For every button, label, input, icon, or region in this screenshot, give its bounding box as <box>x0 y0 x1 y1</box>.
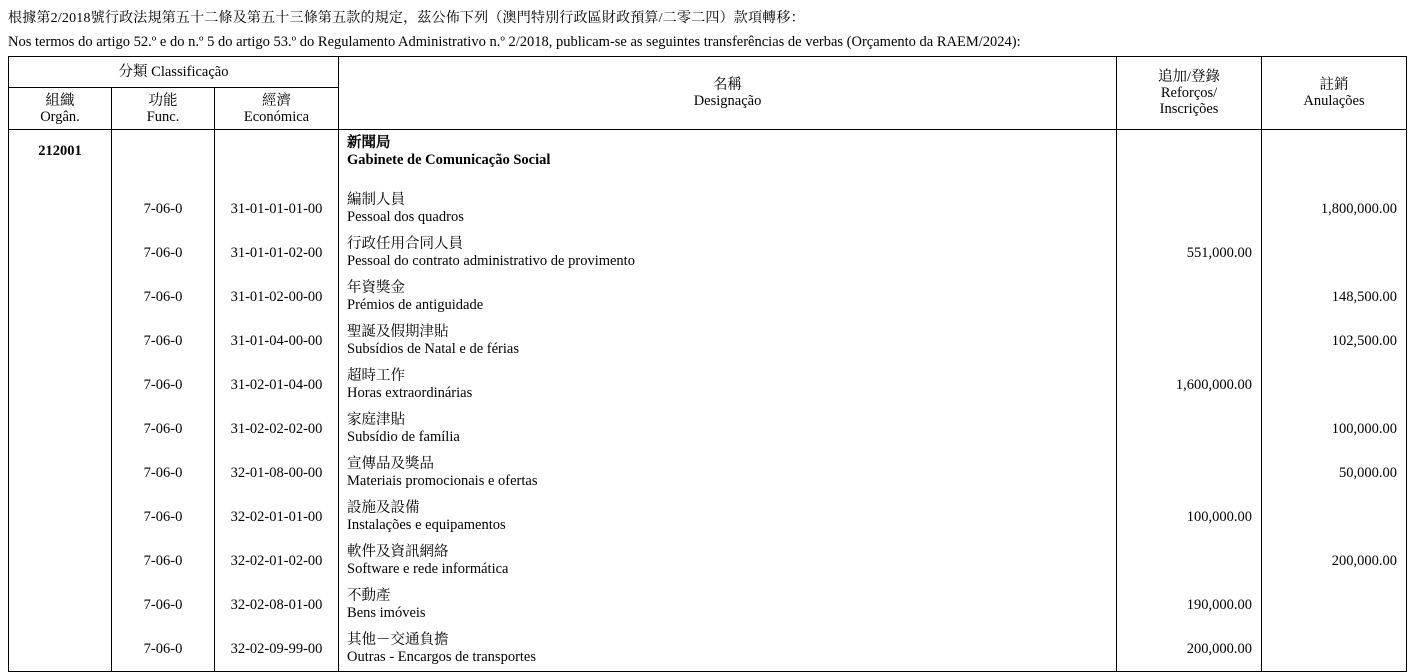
reforco-amount <box>1117 539 1262 583</box>
econ-code: 32-01-08-00-00 <box>215 451 339 495</box>
table-row <box>9 319 1407 363</box>
table-row <box>9 363 1407 407</box>
empty-cell <box>9 407 112 451</box>
reforco-amount: 100,000.00 <box>1117 495 1262 539</box>
func-code: 7-06-0 <box>112 275 215 319</box>
anulacao-amount: 100,000.00 <box>1262 407 1407 451</box>
reforco-amount <box>1117 275 1262 319</box>
designation-zh: 軟件及資訊網絡 <box>347 544 449 560</box>
func-code: 7-06-0 <box>112 363 215 407</box>
intro-text-portuguese: Nos termos do artigo 52.º e do n.º 5 do artigo 53.º do Regulamento Administrativo n.º 2/2018, publicam-se as seguintes transferências de verbas (Orçamento da RAEM/2024): <box>8 34 1021 50</box>
entity-name-pt: Gabinete de Comunicação Social <box>347 152 551 168</box>
designation-zh: 編制人員 <box>347 192 406 208</box>
empty-cell <box>1117 130 1262 188</box>
table-row <box>9 627 1407 672</box>
designation-pt: Horas extraordinárias <box>347 385 473 401</box>
designation-pt: Bens imóveis <box>347 605 426 621</box>
designation-zh: 聖誕及假期津貼 <box>347 324 449 340</box>
designation <box>339 583 1117 627</box>
empty-cell <box>112 130 215 188</box>
func-code: 7-06-0 <box>112 231 215 275</box>
anulacao-amount <box>1262 495 1407 539</box>
designation <box>339 539 1117 583</box>
designation-zh: 家庭津貼 <box>347 412 406 428</box>
empty-cell <box>1262 130 1407 188</box>
anulacao-amount <box>1262 583 1407 627</box>
reforco-amount <box>1117 407 1262 451</box>
reforco-amount <box>1117 319 1262 363</box>
empty-cell <box>215 130 339 188</box>
table-row <box>9 539 1407 583</box>
econ-code: 32-02-08-01-00 <box>215 583 339 627</box>
econ-code: 31-02-01-04-00 <box>215 363 339 407</box>
entity-name-zh: 新聞局 <box>347 135 391 151</box>
designation-zh: 超時工作 <box>347 368 406 384</box>
func-code: 7-06-0 <box>112 187 215 231</box>
reforco-amount: 551,000.00 <box>1117 231 1262 275</box>
intro-text-chinese: 根據第2/2018號行政法規第五十二條及第五十三條第五款的規定，茲公佈下列（澳門特別行政區財政預算/二零二四）款項轉移： <box>8 11 805 26</box>
designation-pt: Instalações e equipamentos <box>347 517 506 533</box>
header-reforcos <box>1117 57 1262 130</box>
table-row <box>9 275 1407 319</box>
designation <box>339 275 1117 319</box>
header-anulacoes-zh: 註銷 <box>1319 77 1349 93</box>
header-economica <box>215 88 339 130</box>
designation <box>339 187 1117 231</box>
empty-cell <box>9 319 112 363</box>
anulacao-amount <box>1262 363 1407 407</box>
empty-cell <box>9 583 112 627</box>
table-row <box>9 451 1407 495</box>
func-code: 7-06-0 <box>112 583 215 627</box>
econ-code: 31-01-01-01-00 <box>215 187 339 231</box>
table-row <box>9 495 1407 539</box>
econ-code: 32-02-01-01-00 <box>215 495 339 539</box>
econ-code: 31-01-04-00-00 <box>215 319 339 363</box>
designation <box>339 627 1117 672</box>
designation <box>339 363 1117 407</box>
designation-zh: 年資獎金 <box>347 280 406 296</box>
entity-row <box>9 130 1407 188</box>
designation-zh: 不動產 <box>347 588 391 604</box>
designation-zh: 宣傳品及獎品 <box>347 456 435 472</box>
func-code: 7-06-0 <box>112 407 215 451</box>
empty-cell <box>9 495 112 539</box>
empty-cell <box>9 187 112 231</box>
empty-cell <box>9 539 112 583</box>
designation-pt: Outras - Encargos de transportes <box>347 649 537 665</box>
reforco-amount <box>1117 187 1262 231</box>
anulacao-amount: 148,500.00 <box>1262 275 1407 319</box>
empty-cell <box>9 451 112 495</box>
reforco-amount: 1,600,000.00 <box>1117 363 1262 407</box>
header-economica-zh: 經濟 <box>262 92 292 109</box>
empty-cell <box>9 627 112 672</box>
anulacao-amount <box>1262 627 1407 672</box>
anulacao-amount: 50,000.00 <box>1262 451 1407 495</box>
reforco-amount: 190,000.00 <box>1117 583 1262 627</box>
header-organica-zh: 組織 <box>45 92 75 109</box>
header-funcional-pt: Func. <box>146 108 180 125</box>
econ-code: 31-01-02-00-00 <box>215 275 339 319</box>
header-reforcos-zh: 追加/登錄 <box>1158 69 1221 85</box>
designation <box>339 451 1117 495</box>
header-anulacoes <box>1262 57 1407 130</box>
header-economica-pt: Económica <box>243 108 310 125</box>
econ-code: 31-02-02-02-00 <box>215 407 339 451</box>
empty-cell <box>9 231 112 275</box>
header-funcional-zh: 功能 <box>148 92 178 109</box>
designation <box>339 231 1117 275</box>
header-reforcos-pt1: Reforços/ <box>1160 85 1218 101</box>
func-code: 7-06-0 <box>112 539 215 583</box>
func-code: 7-06-0 <box>112 319 215 363</box>
designation-pt: Subsídio de família <box>347 429 460 445</box>
func-code: 7-06-0 <box>112 495 215 539</box>
func-code: 7-06-0 <box>112 627 215 672</box>
header-designacao-pt: Designação <box>693 93 762 109</box>
table-row <box>9 187 1407 231</box>
header-classificacao: 分類 Classificação <box>9 57 339 88</box>
header-anulacoes-pt: Anulações <box>1303 93 1365 109</box>
empty-cell <box>9 363 112 407</box>
table-row <box>9 231 1407 275</box>
reforco-amount: 200,000.00 <box>1117 627 1262 672</box>
header-reforcos-pt2: Inscrições <box>1159 101 1219 117</box>
econ-code: 32-02-01-02-00 <box>215 539 339 583</box>
header-designacao <box>339 57 1117 130</box>
designation <box>339 319 1117 363</box>
designation-zh: 其他－交通負擔 <box>347 632 449 648</box>
designation-pt: Prémios de antiguidade <box>347 297 484 313</box>
designation-pt: Pessoal do contrato administrativo de provimento <box>347 253 635 269</box>
designation-pt: Pessoal dos quadros <box>347 209 464 225</box>
anulacao-amount: 1,800,000.00 <box>1262 187 1407 231</box>
reforco-amount <box>1117 451 1262 495</box>
designation-zh: 行政任用合同人員 <box>347 236 464 252</box>
anulacao-amount: 102,500.00 <box>1262 319 1407 363</box>
func-code: 7-06-0 <box>112 451 215 495</box>
header-designacao-zh: 名稱 <box>713 77 743 93</box>
designation <box>339 407 1117 451</box>
designation-zh: 設施及設備 <box>347 500 420 516</box>
econ-code: 32-02-09-99-00 <box>215 627 339 672</box>
budget-transfer-table <box>8 56 1407 672</box>
anulacao-amount <box>1262 231 1407 275</box>
table-row <box>9 407 1407 451</box>
header-organica <box>9 88 112 130</box>
entity-name <box>339 130 1117 188</box>
empty-cell <box>9 275 112 319</box>
designation <box>339 495 1117 539</box>
header-organica-pt: Orgân. <box>40 108 80 125</box>
designation-pt: Subsídios de Natal e de férias <box>347 341 519 357</box>
anulacao-amount: 200,000.00 <box>1262 539 1407 583</box>
organic-code: 212001 <box>9 130 112 188</box>
table-row <box>9 583 1407 627</box>
econ-code: 31-01-01-02-00 <box>215 231 339 275</box>
header-funcional <box>112 88 215 130</box>
designation-pt: Software e rede informática <box>347 561 509 577</box>
designation-pt: Materiais promocionais e ofertas <box>347 473 538 489</box>
